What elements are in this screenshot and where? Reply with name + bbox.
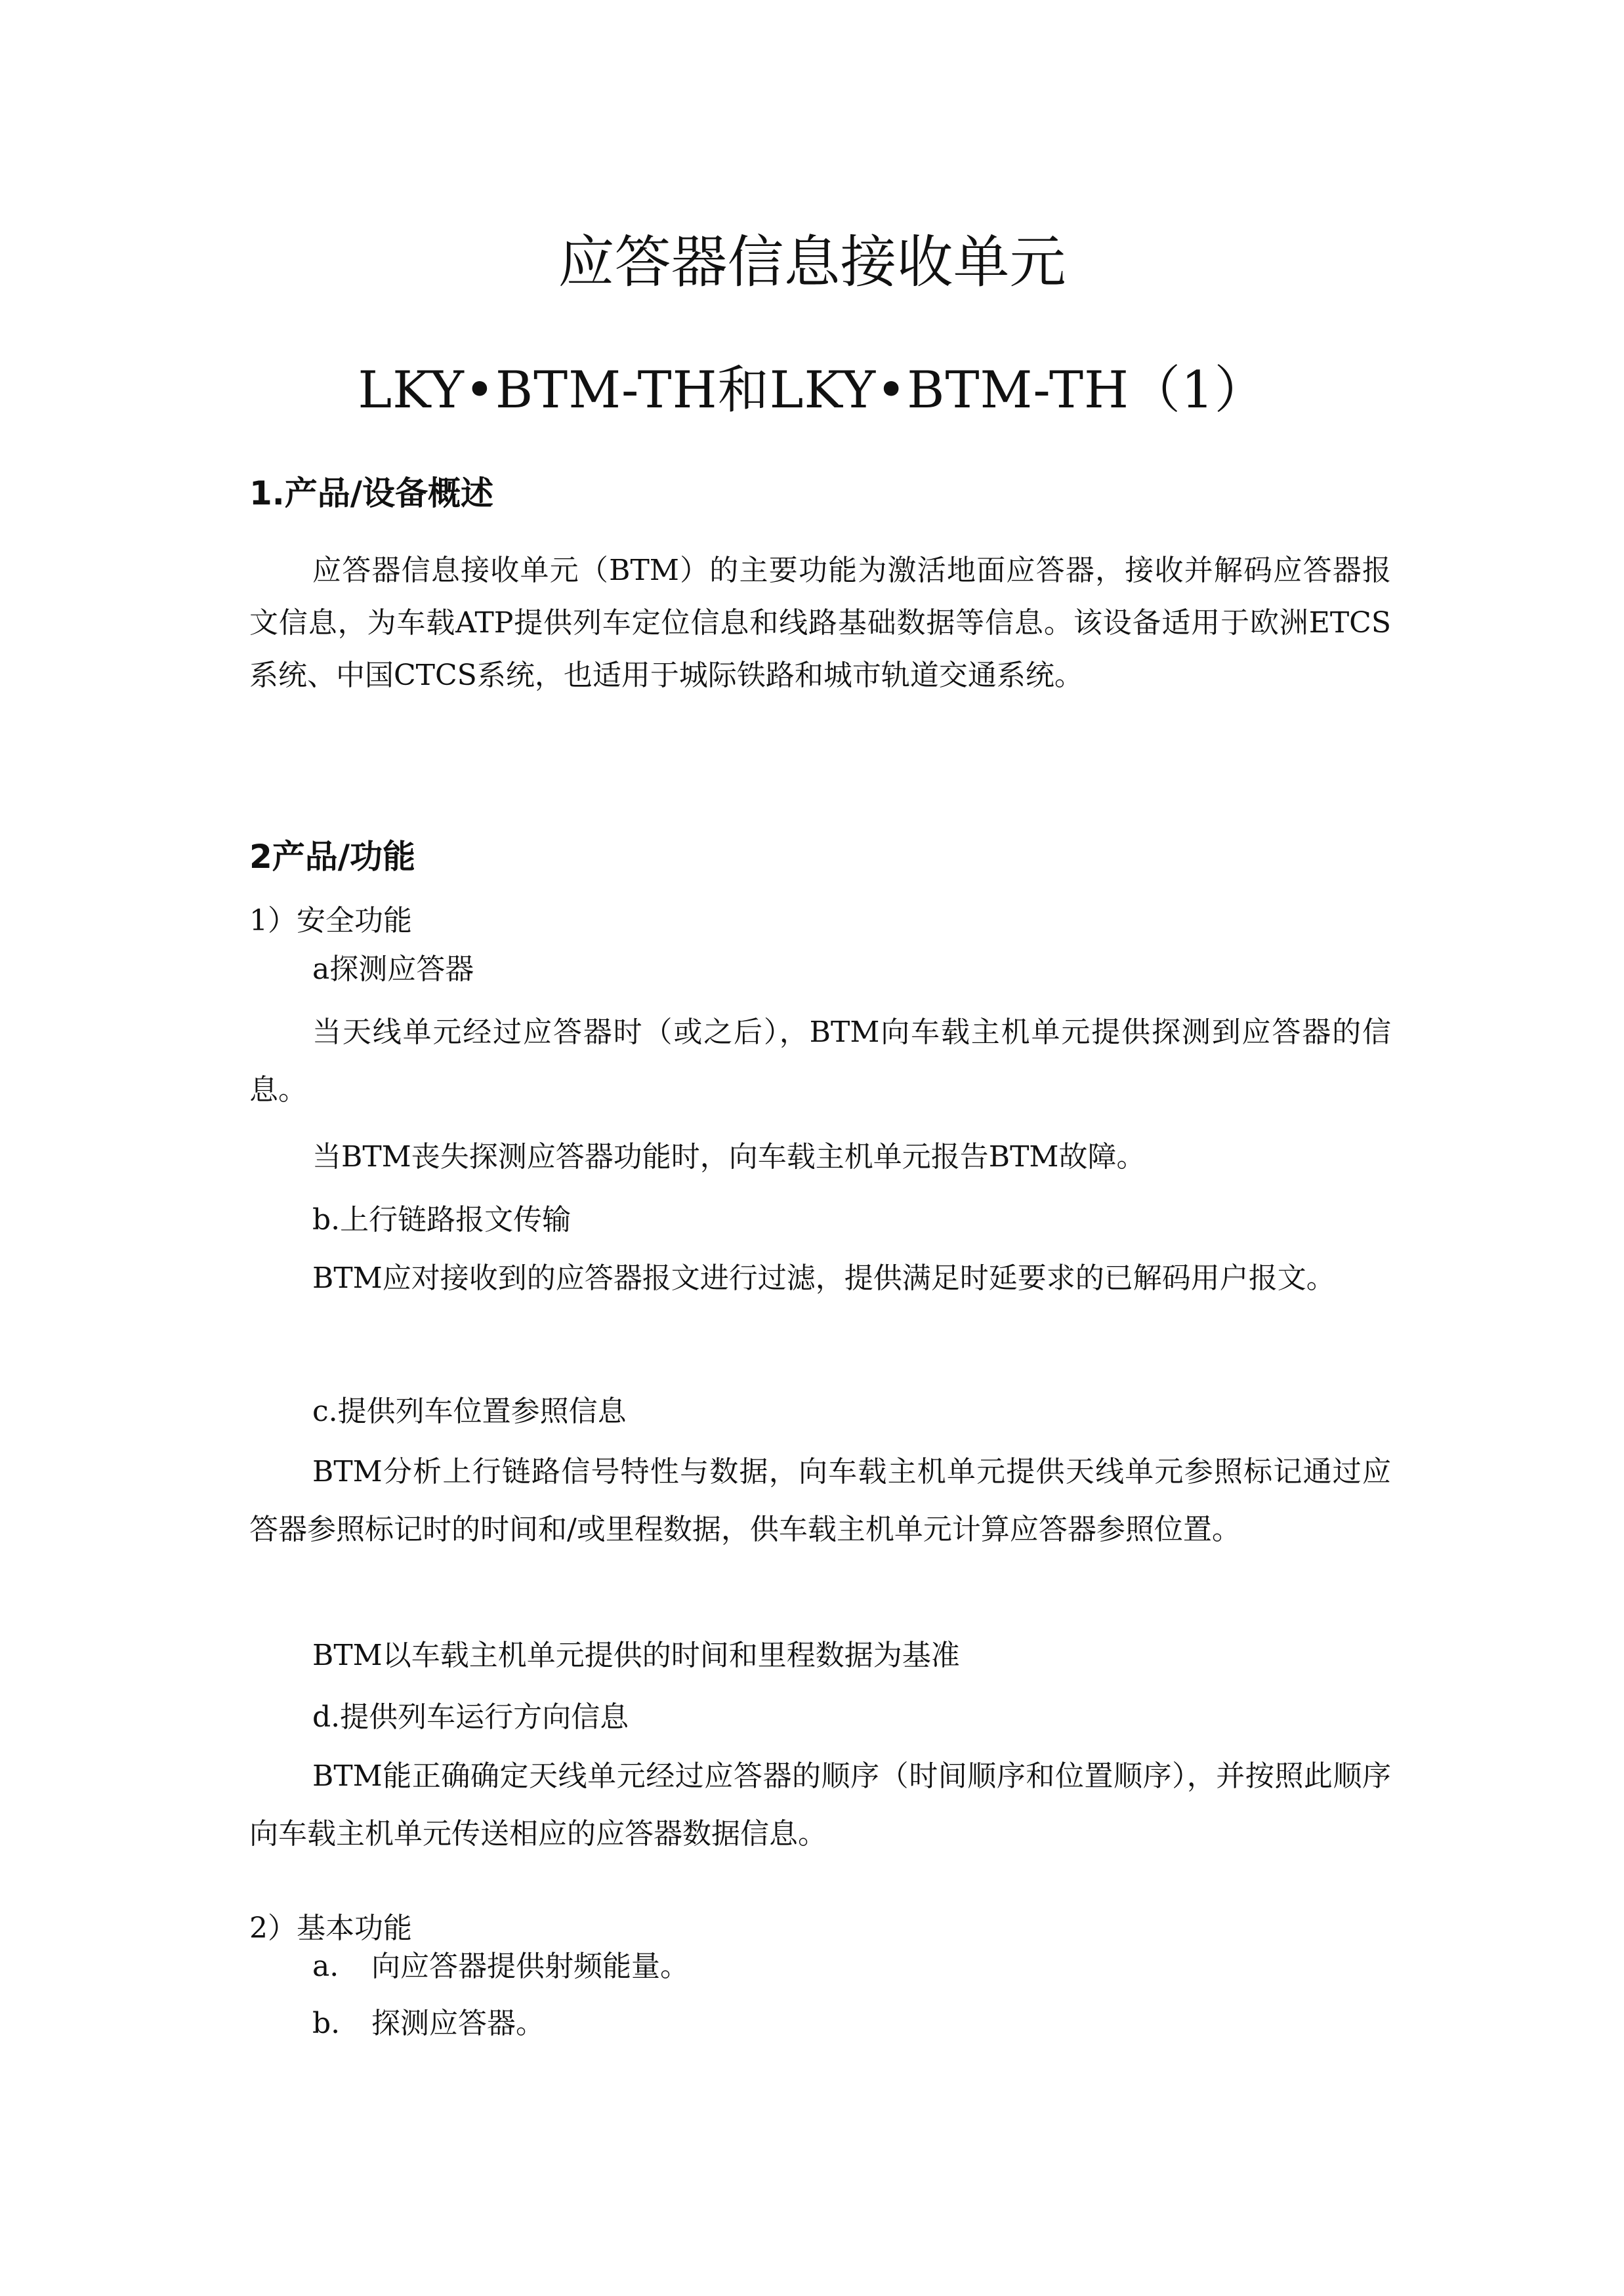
item-d-title: d.提供列车运行方向信息 <box>312 1700 629 1734</box>
basic-function-heading: 2）基本功能 <box>249 1912 412 1945</box>
basic-list-item <box>312 1947 689 1986</box>
section-1-paragraph: 应答器信息接收单元（BTM）的主要功能为激活地面应答器，接收并解码应答器报文信息，为车载ATP提供列车定位信息和线路基础数据等信息。该设备适用于欧洲ETCS系统、中国CTCS系统，也适用于城际铁路和城市轨道交通系统。 <box>249 554 1391 692</box>
item-c-title: c.提供列车位置参照信息 <box>312 1395 627 1428</box>
basic-list-item <box>312 2004 545 2043</box>
list-item-text: 探测应答器。 <box>371 2007 545 2040</box>
item-d-paragraph-1: BTM能正确确定天线单元经过应答器的顺序（时间顺序和位置顺序），并按照此顺序向车载主机单元传送相应的应答器数据信息。 <box>249 1759 1391 1851</box>
item-a-paragraph-2: 当BTM丧失探测应答器功能时，向车载主机单元报告BTM故障。 <box>312 1140 1146 1174</box>
item-a-paragraph-1: 当天线单元经过应答器时（或之后），BTM向车载主机单元提供探测到应答器的信息。 <box>249 1015 1391 1107</box>
document-subtitle: LKY•BTM-TH和LKY•BTM-TH（1） <box>358 361 1266 420</box>
safety-function-heading: 1）安全功能 <box>249 904 412 937</box>
item-b-paragraph-1: BTM应对接收到的应答器报文进行过滤，提供满足时延要求的已解码用户报文。 <box>312 1261 1335 1295</box>
list-item-text: 向应答器提供射频能量。 <box>371 1950 689 1983</box>
list-marker: b. <box>312 2007 341 2040</box>
list-marker: a. <box>312 1950 339 1983</box>
item-c-paragraph-2: BTM以车载主机单元提供的时间和里程数据为基准 <box>312 1639 960 1672</box>
item-b-title: b.上行链路报文传输 <box>312 1203 572 1237</box>
item-c-paragraph-1: BTM分析上行链路信号特性与数据，向车载主机单元提供天线单元参照标记通过应答器参照标记时的时间和/或里程数据，供车载主机单元计算应答器参照位置。 <box>249 1455 1391 1546</box>
document-title: 应答器信息接收单元 <box>558 230 1066 295</box>
section-2-heading: 2产品/功能 <box>249 838 416 876</box>
item-a-title: a探测应答器 <box>312 953 474 986</box>
section-1-heading: 1.产品/设备概述 <box>249 474 494 512</box>
